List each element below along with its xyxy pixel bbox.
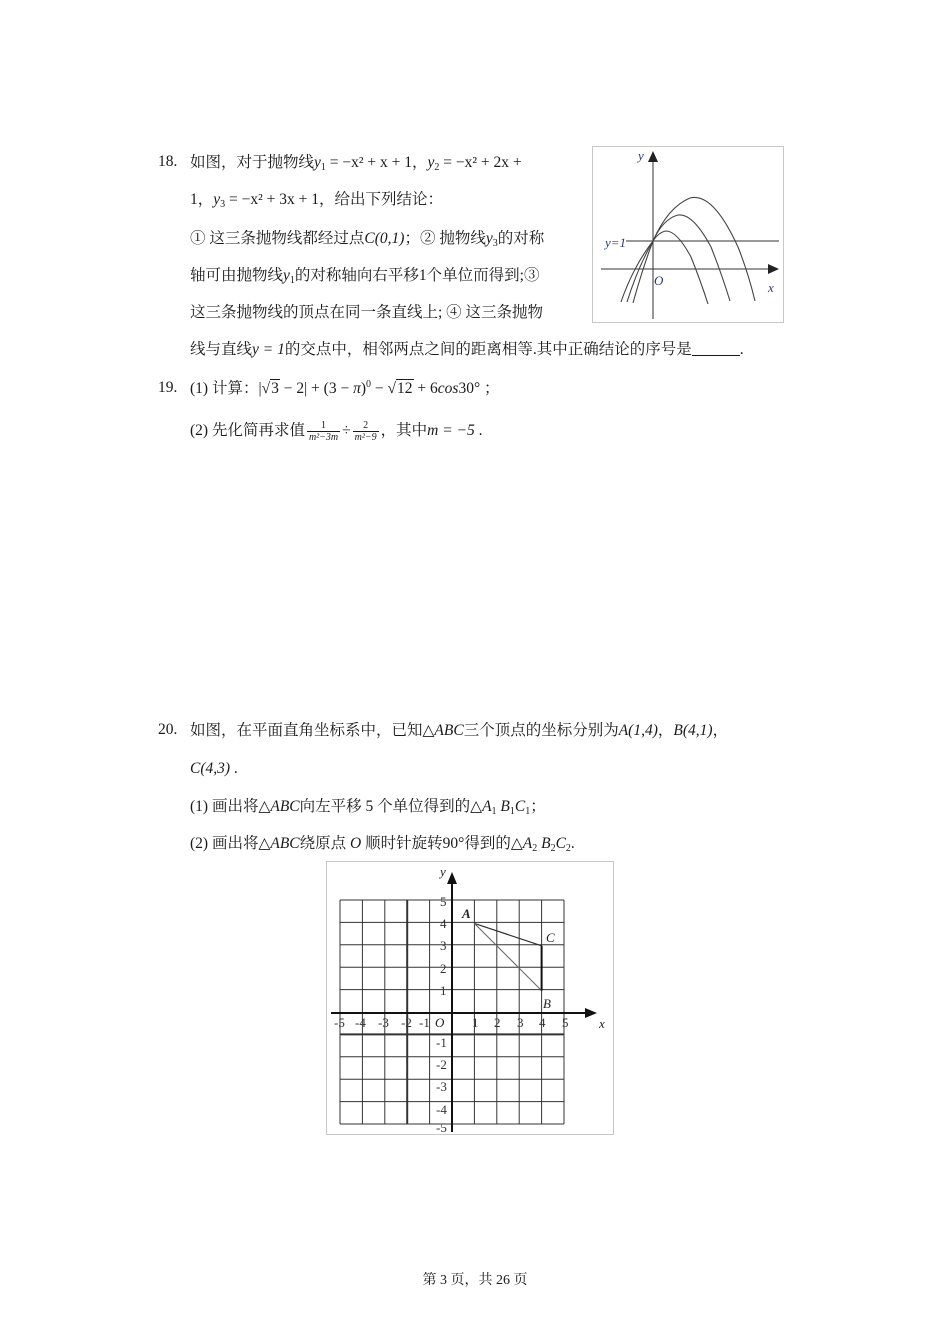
q19-part-1: (1) 计算：$|√3 - 2| + (3 - \pi)^0 - √12 + 6\cos 30^\circ$ ；	[190, 379, 500, 397]
svg-text:-2: -2	[401, 1015, 412, 1030]
svg-text:-3: -3	[378, 1015, 389, 1030]
svg-text:3: 3	[440, 938, 447, 953]
segment-AB	[474, 923, 541, 990]
point-B-label: B	[543, 996, 551, 1011]
svg-text:-1: -1	[419, 1015, 430, 1030]
origin-label: O	[654, 273, 664, 288]
coordinate-grid-figure[interactable]	[326, 861, 614, 1135]
fraction-2: $\frac{2}{\text{m²−9}}$	[354, 420, 377, 443]
q18-line-5: 这三条抛物线的顶点在同一条直线上; ④ 这三条抛物	[190, 304, 544, 321]
q18-line-6: 线与直线y = 1的交点中，相邻两点之间的距离相等.其中正确结论的序号是 .	[190, 341, 744, 358]
svg-text:-1: -1	[436, 1035, 447, 1050]
svg-text:-4: -4	[355, 1015, 366, 1030]
q20-part-2: (2) 画出将△ABC绕原点 O 顺时针旋转90°得到的$\triangle A_2$ $B_2C_2$.	[190, 835, 575, 854]
svg-text:3: 3	[517, 1015, 524, 1030]
svg-text:5: 5	[562, 1015, 569, 1030]
q18-line-2: 1，$y_3 = -x^2 + 3x + 1$，给出下列结论：	[190, 191, 444, 210]
question-number: 18.	[158, 153, 178, 170]
q19-part-2: (2) 先化简再求值 $\frac{1}{\text{m²−3m}}$ ÷ $\frac{2}{\text{m²−9}}$ ，其中m = −5 .	[190, 420, 483, 443]
parabola-graph	[593, 147, 783, 322]
question-number: 19.	[158, 379, 178, 396]
svg-text:-3: -3	[436, 1079, 447, 1094]
y-axis-arrow-icon	[447, 872, 457, 884]
svg-text:2: 2	[494, 1015, 501, 1030]
svg-text:4: 4	[440, 916, 447, 931]
svg-text:4: 4	[539, 1015, 546, 1030]
point-C-label: C	[546, 930, 555, 945]
q20-line-1: 如图，在平面直角坐标系中，已知△ABC三个顶点的坐标分别为A(1,4)，B(4,1)，	[190, 722, 729, 739]
q20-part-1: (1) 画出将△ABC向左平移 5 个单位得到的$\triangle A_1$ $B_1C_1$；	[190, 798, 546, 817]
x-axis-label: x	[599, 1016, 605, 1031]
y-axis-label: y	[440, 864, 446, 879]
q18-line-3: ① 这三条抛物线都经过点C(0,1)；② 抛物线$y_3$的对称	[190, 230, 545, 249]
origin-label: O	[435, 1015, 445, 1030]
svg-text:-2: -2	[436, 1057, 447, 1072]
page-footer: 第 3 页，共 26 页	[422, 1273, 528, 1288]
x-axis-arrow-icon	[585, 1008, 597, 1018]
answer-blank[interactable]	[692, 341, 740, 356]
x-axis-label: x	[768, 280, 774, 295]
svg-text:5: 5	[440, 894, 447, 909]
q18-line-4: 轴可由抛物线$y_1$的对称轴向右平移1个单位而得到;③	[190, 267, 540, 286]
svg-text:1: 1	[472, 1015, 479, 1030]
segment-AC	[474, 923, 541, 945]
coordinate-grid[interactable]	[327, 862, 613, 1134]
svg-text:-4: -4	[436, 1102, 447, 1117]
q18-line-1: 如图，对于抛物线$y_1 = -x^2 + x + 1$，$y_2 = -x^2 + 2x$ +	[190, 154, 522, 173]
svg-text:-5: -5	[436, 1120, 447, 1134]
svg-text:2: 2	[440, 961, 447, 976]
fraction-1: $\frac{1}{\text{m²−3m}}$	[308, 420, 339, 443]
point-A-label: A	[462, 906, 471, 921]
svg-text:1: 1	[440, 983, 447, 998]
line-label: y=1	[605, 235, 627, 250]
q20-line-2: C(4,3) .	[190, 760, 238, 777]
y-axis-label: y	[638, 148, 644, 163]
question-number: 20.	[158, 721, 178, 738]
svg-text:-5: -5	[334, 1015, 345, 1030]
parabola-figure	[592, 146, 784, 323]
